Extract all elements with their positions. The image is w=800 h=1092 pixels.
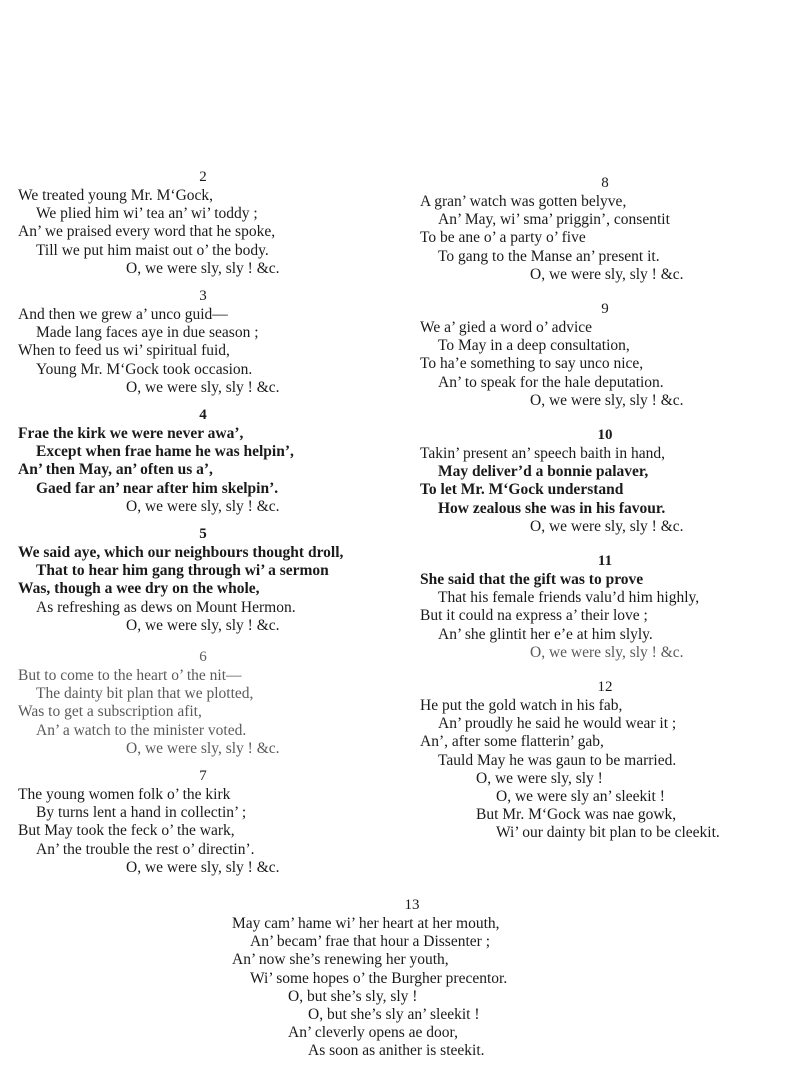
verse-line: A gran’ watch was gotten belyve, xyxy=(420,193,627,210)
verse-line: We treated young Mr. M‘Gock, xyxy=(18,187,214,204)
verse-line: We said aye, which our neighbours thought droll, xyxy=(18,544,344,562)
verse-line: To gang to the Manse an’ present it. xyxy=(438,247,660,265)
stanza-number: 5 xyxy=(199,526,207,543)
verse-line: Was to get a subscription afit, xyxy=(18,703,202,721)
refrain-line: O, we were sly, sly ! &c. xyxy=(126,497,280,515)
stanza-9 xyxy=(420,300,790,410)
verse-line: An’ then May, an’ often us a’, xyxy=(18,461,213,479)
verse-line: May cam’ hame wi’ her heart at her mouth, xyxy=(232,915,500,932)
verse-line: That to hear him gang through wi’ a sermon xyxy=(36,562,329,580)
stanza-number: 11 xyxy=(597,553,613,570)
refrain-line: O, we were sly, sly ! &c. xyxy=(530,643,684,661)
verse-line: As refreshing as dews on Mount Hermon. xyxy=(36,598,296,616)
stanza-11 xyxy=(420,552,790,662)
verse-line: Takin’ present an’ speech baith in hand, xyxy=(420,445,665,463)
verse-line: He put the gold watch in his fab, xyxy=(420,697,623,715)
verse-line: Except when frae hame he was helpin’, xyxy=(36,443,294,461)
verse-line: An’ proudly he said he would wear it ; xyxy=(438,715,677,733)
verse-line: Frae the kirk we were never awa’, xyxy=(18,425,244,443)
stanza-10 xyxy=(420,426,790,536)
refrain-line: O, we were sly, sly ! &c. xyxy=(530,517,684,535)
stanza-number: 12 xyxy=(597,679,613,696)
verse-line: An’ she glintit her e’e at him slyly. xyxy=(438,625,653,643)
right-column xyxy=(420,174,790,843)
stanza-6 xyxy=(18,648,388,758)
refrain-line: O, we were sly, sly ! &c. xyxy=(126,739,280,757)
verse-line: Till we put him maist out o’ the body. xyxy=(36,241,269,259)
refrain-line: O, but she’s sly, sly ! xyxy=(288,987,418,1005)
refrain-line: O, we were sly, sly ! xyxy=(476,769,603,787)
verse-line: An’, after some flatterin’ gab, xyxy=(420,733,604,751)
verse-line: She said that the gift was to prove xyxy=(420,571,644,589)
verse-line: Wi’ some hopes o’ the Burgher precentor. xyxy=(250,969,508,987)
verse-line: But it could na express a’ their love ; xyxy=(420,607,648,625)
verse-line: How zealous she was in his favour. xyxy=(438,499,666,517)
bottom-column xyxy=(232,896,592,1061)
left-column xyxy=(18,168,388,877)
verse-line: To ha’e something to say unco nice, xyxy=(420,355,644,373)
verse-line: But Mr. M‘Gock was nae gowk, xyxy=(476,806,677,824)
verse-line: An’ now she’s renewing her youth, xyxy=(232,951,449,969)
stanza-3 xyxy=(18,287,388,397)
stanza-7 xyxy=(18,767,388,877)
verse-line: An’ the trouble the rest o’ directin’. xyxy=(36,840,255,858)
verse-line: May deliver’d a bonnie palaver, xyxy=(438,463,649,481)
refrain-line: O, we were sly, sly ! &c. xyxy=(126,858,280,876)
refrain-line: O, but she’s sly an’ sleekit ! xyxy=(308,1006,480,1024)
stanza-2 xyxy=(18,168,388,278)
verse-line: An’ to speak for the hale deputation. xyxy=(438,373,664,391)
verse-line: As soon as anither is steekit. xyxy=(308,1042,485,1060)
refrain-line: O, we were sly, sly ! &c. xyxy=(126,259,280,277)
stanza-12 xyxy=(420,678,790,843)
verse-line: When to feed us wi’ spiritual fuid, xyxy=(18,342,230,360)
verse-line: An’ a watch to the minister voted. xyxy=(36,721,247,739)
verse-line: An’ we praised every word that he spoke, xyxy=(18,223,276,241)
stanza-8 xyxy=(420,174,790,284)
verse-line: We a’ gied a word o’ advice xyxy=(420,319,593,337)
verse-line: An’ becam’ frae that hour a Dissenter ; xyxy=(250,933,491,951)
verse-line: The dainty bit plan that we plotted, xyxy=(36,685,254,703)
verse-line: Wi’ our dainty bit plan to be cleekit. xyxy=(496,824,720,842)
stanza-4 xyxy=(18,406,388,516)
stanza-13 xyxy=(232,896,592,1061)
verse-line: To be ane o’ a party o’ five xyxy=(420,229,586,247)
stanza-number: 4 xyxy=(199,407,207,424)
refrain-line: O, we were sly an’ sleekit ! xyxy=(496,788,665,806)
stanza-number: 2 xyxy=(199,169,207,185)
verse-line: By turns lent a hand in collectin’ ; xyxy=(36,804,247,822)
refrain-line: O, we were sly, sly ! &c. xyxy=(530,391,684,409)
verse-line: The young women folk o’ the kirk xyxy=(18,786,231,804)
stanza-number: 13 xyxy=(404,897,420,913)
stanza-number: 3 xyxy=(199,288,207,305)
verse-line: An’ May, wi’ sma’ priggin’, consentit xyxy=(438,211,670,229)
stanza-number: 6 xyxy=(199,649,207,666)
verse-line: And then we grew a’ unco guid— xyxy=(18,306,228,324)
stanza-number: 9 xyxy=(601,301,609,318)
verse-line: We plied him wi’ tea an’ wi’ toddy ; xyxy=(36,205,258,223)
verse-line: Young Mr. M‘Gock took occasion. xyxy=(36,360,253,378)
verse-line: To let Mr. M‘Gock understand xyxy=(420,481,624,499)
refrain-line: O, we were sly, sly ! &c. xyxy=(126,616,280,634)
verse-line: Gaed far an’ near after him skelpin’. xyxy=(36,479,279,497)
stanza-5 xyxy=(18,525,388,635)
refrain-line: O, we were sly, sly ! &c. xyxy=(530,265,684,283)
verse-line: An’ cleverly opens ae door, xyxy=(288,1024,458,1042)
refrain-line: O, we were sly, sly ! &c. xyxy=(126,378,280,396)
verse-line: Made lang faces aye in due season ; xyxy=(36,324,259,342)
verse-line: But May took the feck o’ the wark, xyxy=(18,822,235,840)
stanza-number: 7 xyxy=(199,768,207,785)
verse-line: Tauld May he was gaun to be married. xyxy=(438,751,677,769)
verse-line: But to come to the heart o’ the nit— xyxy=(18,667,242,685)
verse-line: To May in a deep consultation, xyxy=(438,337,630,355)
verse-line: Was, though a wee dry on the whole, xyxy=(18,580,260,598)
stanza-number: 8 xyxy=(601,175,609,191)
verse-line: That his female friends valu’d him highly, xyxy=(438,589,700,607)
stanza-number: 10 xyxy=(597,427,613,444)
